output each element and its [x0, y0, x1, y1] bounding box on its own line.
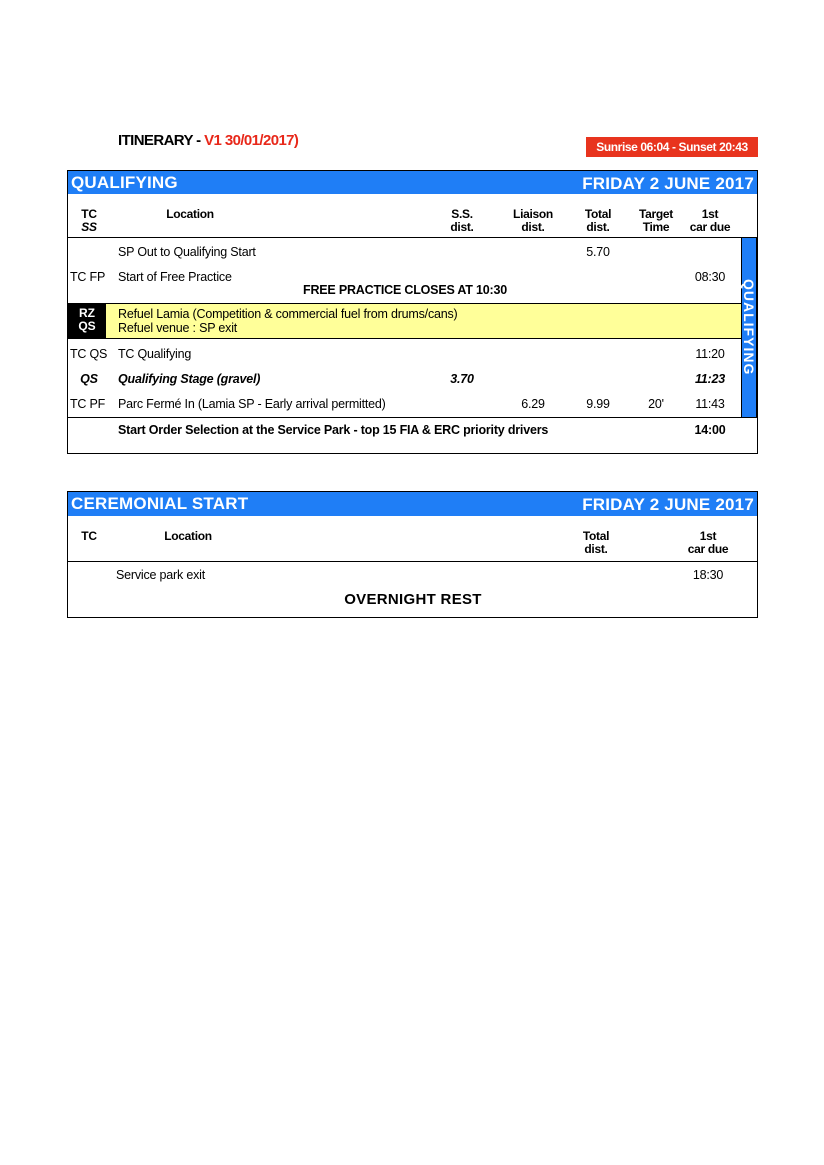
row-tc: TC PF	[70, 397, 106, 411]
row-car-due: 11:23	[694, 372, 726, 386]
refuel-row	[68, 303, 741, 339]
row-car-due: 08:30	[694, 270, 726, 284]
qualifying-section	[67, 170, 758, 454]
row-total-dist: 5.70	[586, 245, 610, 259]
col-header-total-dist: Total dist.	[584, 207, 612, 234]
row-total-dist: 9.99	[586, 397, 610, 411]
overnight-rest-note: OVERNIGHT REST	[344, 591, 482, 608]
refuel-zone-badge: RZ QS	[68, 304, 106, 338]
sunrise-sunset-badge: Sunrise 06:04 - Sunset 20:43	[586, 137, 758, 157]
row-car-due: 11:20	[695, 347, 725, 361]
qualifying-title-bar	[68, 171, 757, 194]
header-divider	[68, 237, 757, 238]
row-ss: QS	[80, 372, 98, 386]
col-header-liaison-dist: Liaison dist.	[513, 207, 553, 234]
itinerary-title	[118, 132, 298, 149]
col-header-car-due: 1st car due	[689, 207, 731, 234]
row-tc: TC QS	[70, 347, 108, 361]
ceremonial-date: FRIDAY 2 JUNE 2017	[582, 495, 754, 514]
row-liaison-dist: 6.29	[521, 397, 545, 411]
qualifying-side-label: QUALIFYING	[741, 237, 757, 418]
row-location: SP Out to Qualifying Start	[118, 245, 256, 259]
col-header-target-time: Target Time	[639, 207, 673, 234]
ceremonial-section	[67, 491, 758, 618]
row-location: Service park exit	[116, 568, 205, 582]
header-divider	[68, 561, 757, 562]
col-header-tc: TC	[81, 529, 97, 543]
row-target-time: 20'	[648, 397, 664, 411]
refuel-line-2: Refuel venue : SP exit	[118, 321, 238, 335]
title-version: V1 30/01/2017)	[204, 132, 299, 149]
footer-divider	[68, 417, 757, 418]
col-header-location: Location	[164, 529, 212, 543]
row-car-due: 18:30	[692, 568, 724, 582]
qualifying-date: FRIDAY 2 JUNE 2017	[582, 174, 754, 193]
start-order-time: 14:00	[694, 423, 726, 437]
title-prefix: ITINERARY -	[118, 132, 205, 149]
row-location: Parc Fermé In (Lamia SP - Early arrival permitted)	[118, 397, 386, 411]
row-location: TC Qualifying	[118, 347, 192, 361]
free-practice-note: FREE PRACTICE CLOSES AT 10:30	[303, 283, 507, 297]
col-header-ss-dist: S.S. dist.	[450, 207, 474, 234]
qualifying-title: QUALIFYING	[71, 173, 178, 192]
row-ss-dist: 3.70	[450, 372, 474, 386]
refuel-line-1: Refuel Lamia (Competition & commercial fuel from drums/cans)	[118, 307, 458, 321]
row-location: Start of Free Practice	[118, 270, 232, 284]
start-order-note: Start Order Selection at the Service Park - top 15 FIA & ERC priority drivers	[118, 423, 549, 437]
ceremonial-title: CEREMONIAL START	[71, 494, 249, 513]
row-car-due: 11:43	[695, 397, 725, 411]
col-header-total-dist: Total dist.	[582, 529, 610, 556]
row-location: Qualifying Stage (gravel)	[118, 372, 261, 386]
col-header-location: Location	[166, 207, 214, 221]
ceremonial-title-bar	[68, 492, 757, 516]
row-tc: TC FP	[70, 270, 106, 284]
col-header-car-due: 1st car due	[687, 529, 729, 556]
col-header-tc: TC SS	[81, 207, 97, 234]
